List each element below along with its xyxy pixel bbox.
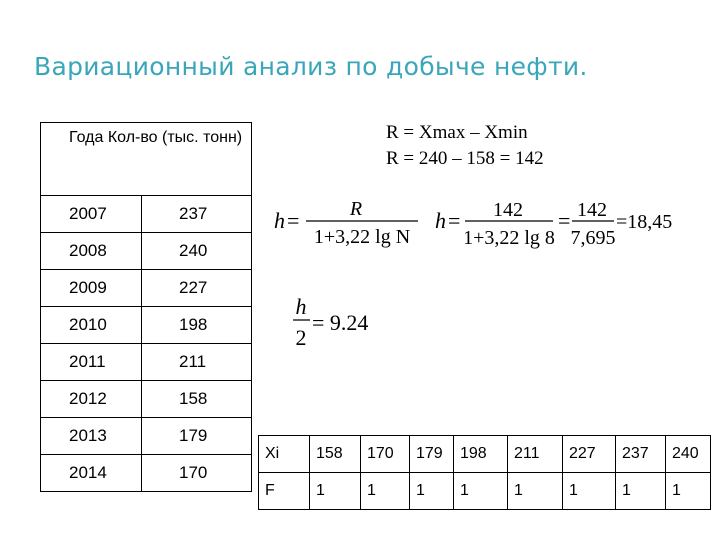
table-header-cell bbox=[41, 123, 252, 196]
f-cell: 1 bbox=[616, 473, 666, 510]
h-result: =18,45 bbox=[616, 211, 673, 233]
xi-cell: 198 bbox=[454, 436, 508, 473]
table-header-row bbox=[41, 123, 252, 196]
table-row bbox=[41, 307, 252, 344]
equals-sign: = bbox=[558, 208, 571, 233]
f-cell: 1 bbox=[563, 473, 616, 510]
table-row bbox=[41, 455, 252, 492]
year-cell: 2007 bbox=[41, 196, 142, 233]
slide-title: Вариационный анализ по добыче нефти. bbox=[34, 52, 588, 81]
year-cell: 2012 bbox=[41, 381, 142, 418]
value-cell: 198 bbox=[142, 307, 252, 344]
table-row bbox=[41, 418, 252, 455]
denominator-computed: 1+3,22 lg 8 bbox=[463, 227, 555, 249]
h-computed-formula bbox=[435, 199, 672, 249]
xi-label-text: Xi bbox=[265, 445, 280, 462]
half-denominator: 2 bbox=[295, 325, 307, 350]
interval-formulas bbox=[270, 190, 690, 370]
value-cell: 211 bbox=[142, 344, 252, 381]
h-general-formula bbox=[274, 198, 418, 248]
range-line-1: R = Xmax – Xmin bbox=[386, 122, 528, 143]
year-cell: 2010 bbox=[41, 307, 142, 344]
year-cell: 2008 bbox=[41, 233, 142, 270]
denominator-general: 1+3,22 lg N bbox=[313, 226, 411, 248]
value-cell: 158 bbox=[142, 381, 252, 418]
half-h-formula bbox=[293, 294, 368, 350]
half-numerator: h bbox=[295, 294, 307, 319]
xi-cell: 240 bbox=[666, 436, 711, 473]
f-cell: 1 bbox=[508, 473, 563, 510]
xi-cell: 227 bbox=[563, 436, 616, 473]
production-table bbox=[40, 122, 252, 492]
xi-cell: 170 bbox=[361, 436, 410, 473]
h-symbol: h bbox=[274, 208, 285, 233]
value-cell: 179 bbox=[142, 418, 252, 455]
h-symbol: h bbox=[435, 208, 446, 233]
table-row bbox=[41, 196, 252, 233]
xi-cell: 158 bbox=[310, 436, 361, 473]
table-row bbox=[41, 270, 252, 307]
year-cell: 2013 bbox=[41, 418, 142, 455]
xi-row bbox=[259, 436, 711, 473]
xi-cell: 211 bbox=[508, 436, 563, 473]
equals-sign: = bbox=[287, 208, 300, 233]
value-cell: 170 bbox=[142, 455, 252, 492]
xi-cell: 179 bbox=[410, 436, 454, 473]
f-cell: 1 bbox=[454, 473, 508, 510]
value-cell: 237 bbox=[142, 196, 252, 233]
table-row bbox=[41, 233, 252, 270]
range-formula bbox=[386, 120, 544, 172]
equals-sign: = bbox=[448, 208, 461, 233]
f-cell: 1 bbox=[310, 473, 361, 510]
table-row bbox=[41, 381, 252, 418]
xi-label bbox=[259, 436, 310, 473]
numerator-142: 142 bbox=[493, 199, 523, 221]
denominator-7695: 7,695 bbox=[570, 227, 616, 249]
year-cell: 2009 bbox=[41, 270, 142, 307]
table-row bbox=[41, 344, 252, 381]
frequency-table bbox=[258, 435, 711, 510]
value-cell: 227 bbox=[142, 270, 252, 307]
f-label: F bbox=[259, 473, 310, 510]
f-cell: 1 bbox=[666, 473, 711, 510]
numerator-r: R bbox=[349, 198, 363, 220]
f-row bbox=[259, 473, 711, 510]
year-cell: 2014 bbox=[41, 455, 142, 492]
value-cell: 240 bbox=[142, 233, 252, 270]
f-cell: 1 bbox=[361, 473, 410, 510]
year-cell: 2011 bbox=[41, 344, 142, 381]
table-header: Года Кол-во (тыс. тонн) bbox=[69, 129, 243, 146]
half-result: = 9.24 bbox=[312, 310, 369, 335]
f-cell: 1 bbox=[410, 473, 454, 510]
numerator-142-b: 142 bbox=[577, 199, 607, 221]
range-line-2: R = 240 – 158 = 142 bbox=[386, 148, 544, 169]
xi-cell: 237 bbox=[616, 436, 666, 473]
